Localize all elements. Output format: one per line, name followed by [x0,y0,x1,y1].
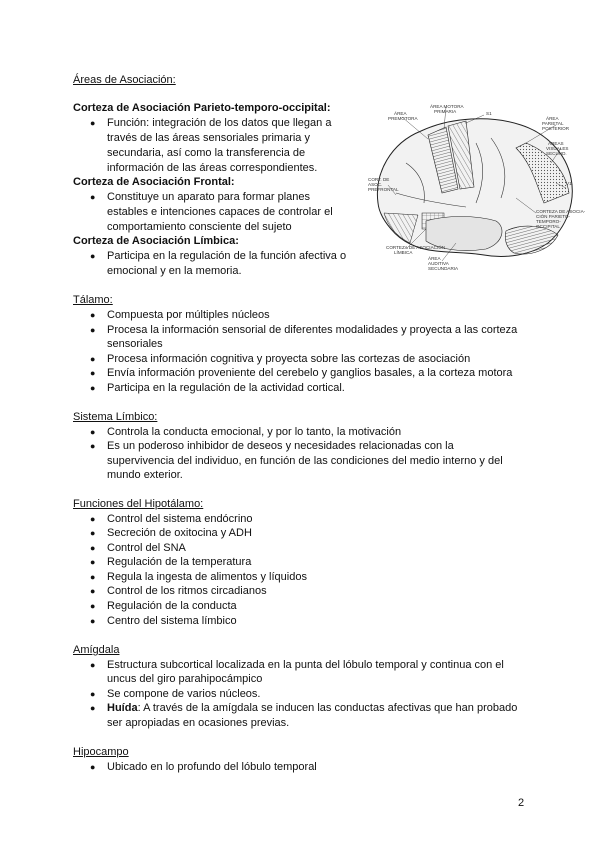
list-item: Estructura subcortical localizada en la punta del lóbulo temporal y continua con el [107,659,504,671]
bullet-icon: ● [90,368,96,378]
bullet-icon: ● [90,543,96,553]
areas-heading: Áreas de Asociación: [73,74,176,86]
page-number: 2 [518,797,525,809]
list-item: Secreción de oxitocina y ADH [107,527,252,539]
figure-label: TEMPORO- [536,219,561,224]
figure-label: POSTERIOR [542,126,570,131]
bullet-icon: ● [90,192,96,202]
bullet-icon: ● [90,528,96,538]
bullet-icon: ● [90,383,96,393]
hipotalamo-heading: Funciones del Hipotálamo: [73,498,204,510]
limbica-title: Corteza de Asociación Límbica: [73,235,239,247]
figure-label: SECUND. [546,151,567,156]
bullet-icon: ● [90,703,96,713]
list-item: supervivencia del individuo, en función de las condiciones del medio interno y del [107,455,503,467]
list-item: Procesa información cognitiva y proyecta sobre las cortezas de asociación [107,353,471,365]
figure-label: SECUNDARIA [428,266,459,271]
list-item: uncus del giro parahipocámpico [107,673,263,685]
list-item: Controla la conducta emocional, y por lo tanto, la motivación [107,426,402,438]
figure-label: OCCIPITAL [536,224,560,229]
limbico-heading: Sistema Límbico: [73,411,158,423]
list-item: Es un poderoso inhibidor de deseos y necesidades relacionadas con la [107,440,454,452]
figure-label: VISUALES [546,146,569,151]
bullet-icon: ● [90,762,96,772]
figure-label: ASOC. [368,182,383,187]
list-item: Ubicado en lo profundo del lóbulo temporal [107,761,317,773]
figure-label: ÁREA [394,111,407,116]
list-item: Participa en la regulación de la actividad cortical. [107,382,345,394]
figure-label: PREMOTORA [388,116,418,121]
bullet-icon: ● [90,572,96,582]
list-item: Regula la ingesta de alimentos y líquidos [107,571,307,583]
figure-label: CORT. DE [368,177,390,182]
list-item: Regulación de la conducta [107,600,237,612]
bold-term: Huída [107,702,138,714]
bullet-icon: ● [90,689,96,699]
list-item: Constituye un aparato para formar planes [107,191,311,203]
figure-label: ÁREA [546,116,559,121]
amigdala-heading: Amígdala [73,644,120,656]
list-item: comportamiento consciente del sujeto [107,221,292,233]
figure-label: ÁREAS [548,141,564,146]
frontal-title: Corteza de Asociación Frontal: [73,176,235,188]
figure-label: S1 [486,111,492,116]
list-item: Control del sistema endócrino [107,513,253,525]
list-item: Procesa la información sensorial de diferentes modalidades y proyecta a las corteza [107,324,518,336]
list-item: Control del SNA [107,542,186,554]
brain-diagram [366,103,588,271]
bullet-icon: ● [90,310,96,320]
figure-label: CORTEZA DE ASOCIACIÓN [386,245,446,250]
figure-label: ÁREA [428,256,441,261]
bullet-icon: ● [90,118,96,128]
list-item [107,701,517,715]
parieto-title: Corteza de Asociación Parieto-temporo-occipital: [73,102,331,114]
list-item: Regulación de la temperatura [107,556,252,568]
list-item: sensoriales [107,338,163,350]
bullet-icon: ● [90,354,96,364]
figure-label: CORTEZA DE ASOCIA- [536,209,586,214]
figure-label: AUDITIVA [428,261,449,266]
bullet-icon: ● [90,616,96,626]
list-item: Envía información proveniente del cerebelo y ganglios basales, a la corteza motora [107,367,513,379]
bullet-icon: ● [90,586,96,596]
list-item: información de las áreas correspondientes. [107,162,318,174]
list-item: mundo exterior. [107,469,183,481]
list-item: ser apropiadas en ocasiones previas. [107,717,290,729]
figure-label: CIÓN PARIETO- [536,214,571,219]
talamo-heading: Tálamo: [73,294,113,306]
bullet-icon: ● [90,660,96,670]
figure-label: PRIMARIA [434,109,457,114]
list-item: través de las áreas sensoriales primaria y [107,132,310,144]
hipocampo-heading: Hipocampo [73,746,129,758]
figure-label: ÁREA MOTORA [430,104,464,109]
bullet-icon: ● [90,601,96,611]
term-description: : A través de la amígdala se inducen las conductas afectivas que han probado [137,702,518,714]
figure-label: V1 [566,181,572,186]
list-item: estables e intenciones capaces de controlar el [107,206,333,218]
list-item: Participa en la regulación de la función afectiva o [107,250,347,262]
list-item: emocional y en la memoria. [107,265,242,277]
bullet-icon: ● [90,557,96,567]
bullet-icon: ● [90,325,96,335]
figure-label: PREFRONTAL [368,187,399,192]
bullet-icon: ● [90,441,96,451]
bullet-icon: ● [90,514,96,524]
list-item: Se compone de varios núcleos. [107,688,261,700]
list-item: Compuesta por múltiples núcleos [107,309,270,321]
list-item: Control de los ritmos circadianos [107,585,267,597]
figure-label: LÍMBICA [394,250,413,255]
bullet-icon: ● [90,251,96,261]
bullet-icon: ● [90,427,96,437]
list-item: secundaria, así como la transferencia de [107,147,306,159]
list-item: Función: integración de los datos que llegan a [107,117,332,129]
figure-label: PARIETAL [542,121,564,126]
list-item: Centro del sistema límbico [107,615,237,627]
